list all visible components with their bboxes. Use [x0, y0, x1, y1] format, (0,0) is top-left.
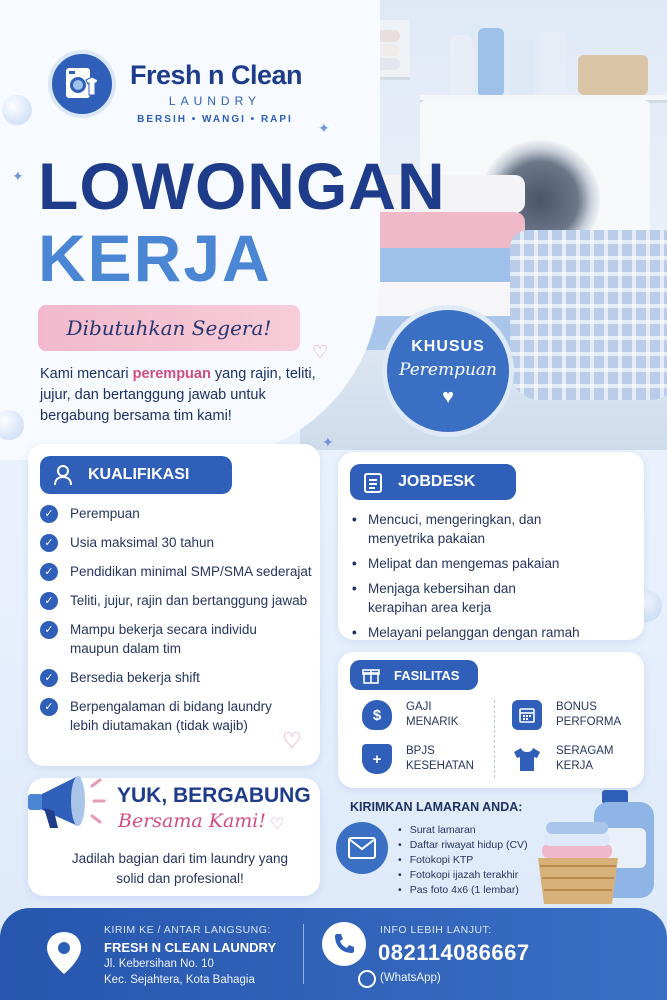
jobdesk-list	[352, 510, 622, 642]
brand-tagline: BERSIH • WANGI • RAPI	[137, 114, 293, 125]
footer	[0, 908, 667, 1000]
cta-subtitle: Bersama Kami!	[118, 810, 267, 832]
heart-outline-icon: ♡	[312, 342, 329, 362]
check-icon: ✓	[40, 698, 58, 716]
laundry-basket	[510, 230, 667, 400]
envelope-icon	[336, 822, 388, 874]
cta-body: Jadilah bagian dari tim laundry yang solid dan profesional!	[71, 851, 289, 886]
list-item: • Melayani pelanggan dengan ramah	[352, 625, 580, 640]
list-item: ✓ Pendidikan minimal SMP/SMA sederajat	[40, 562, 320, 581]
facilities-title: FASILITAS	[394, 667, 460, 683]
intro-text	[40, 364, 330, 427]
list-item: • Pas foto 4x6 (1 lembar)	[398, 883, 528, 898]
list-item: ✓ Bersedia bekerja shift	[40, 668, 320, 687]
wicker-basket	[578, 55, 648, 95]
sparkle-icon: ✦	[318, 120, 330, 136]
divider	[494, 700, 495, 778]
brand-name: Fresh n Clean	[130, 60, 303, 90]
info-label: INFO LEBIH LANJUT:	[380, 924, 492, 936]
folded-towel	[355, 248, 525, 282]
location-pin-icon	[44, 930, 84, 981]
address-line1: Jl. Kebersihan No. 10	[104, 958, 214, 970]
list-item: ✓ Berpengalaman di bidang laundry lebih diutamakan (tidak wajib)	[40, 697, 320, 735]
phone-icon	[322, 922, 366, 966]
send-label: KIRIM KE / ANTAR LANGSUNG:	[104, 924, 271, 936]
check-icon: ✓	[40, 669, 58, 687]
headline-line1: LOWONGAN	[38, 149, 446, 223]
headline-line2: KERJA	[38, 221, 272, 295]
whatsapp-icon	[358, 970, 376, 988]
check-icon: ✓	[40, 621, 58, 639]
jobdesk-title: JOBDESK	[398, 473, 476, 490]
list-item: • Fotokopi KTP	[398, 853, 528, 868]
health-shield-icon: +	[362, 744, 392, 774]
bubble-decoration	[2, 95, 32, 125]
brand-logo	[48, 50, 116, 118]
facilities-header	[350, 660, 478, 690]
intro-highlight: perempuan	[132, 366, 211, 382]
clipboard-icon	[360, 469, 386, 495]
shirt-icon	[512, 744, 542, 774]
money-bag-icon: $	[362, 700, 392, 730]
detergent-bottle	[450, 35, 472, 95]
list-item: • Surat lamaran	[398, 823, 528, 838]
women-only-badge	[382, 305, 514, 437]
list-item: • Fotokopi ijazah terakhir	[398, 868, 528, 883]
address-line2: Kec. Sejahtera, Kota Bahagia	[104, 974, 255, 986]
gift-icon	[360, 664, 382, 686]
sparkle-icon: ✦	[322, 434, 334, 450]
jobdesk-header	[350, 464, 516, 500]
megaphone-icon	[20, 768, 112, 843]
application-list	[398, 823, 528, 898]
list-item: • Menjaga kebersihan dan kerapihan area kerja	[352, 581, 516, 615]
list-item: • Melipat dan mengemas pakaian	[352, 556, 560, 571]
qualifications-title: KUALIFIKASI	[88, 466, 190, 483]
qualifications-list	[40, 504, 320, 735]
list-item: ✓ Perempuan	[40, 504, 320, 523]
cta-title: YUK, BERGABUNG	[117, 784, 311, 807]
heart-outline-icon: ♡	[270, 816, 285, 833]
facility-item: BONUS PERFORMA	[512, 700, 621, 730]
check-icon: ✓	[40, 534, 58, 552]
heart-icon: ♥	[442, 386, 454, 408]
facility-item: SERAGAM KERJA	[512, 744, 614, 774]
badge-line2: Perempuan	[399, 360, 497, 380]
detergent-basket-illustration	[536, 788, 666, 913]
divider	[303, 924, 304, 984]
check-icon: ✓	[40, 563, 58, 581]
detergent-bottle	[478, 28, 504, 95]
whatsapp-label: (WhatsApp)	[380, 972, 441, 984]
list-item: • Mencuci, mengeringkan, dan menyetrika pakaian	[352, 512, 542, 546]
detergent-bottle	[540, 32, 566, 95]
check-icon: ✓	[40, 505, 58, 523]
person-icon	[50, 462, 76, 488]
check-icon: ✓	[40, 592, 58, 610]
list-item: ✓ Usia maksimal 30 tahun	[40, 533, 320, 552]
badge-line1: KHUSUS	[411, 338, 485, 355]
urgent-banner: Dibutuhkan Segera!	[38, 305, 300, 351]
qualifications-header	[40, 456, 232, 494]
list-item: ✓ Mampu bekerja secara individu maupun dalam tim	[40, 620, 320, 658]
list-item: ✓ Teliti, jujur, rajin dan bertanggung jawab	[40, 591, 320, 610]
brand-subtitle: LAUNDRY	[168, 94, 262, 108]
phone-number[interactable]: 082114086667	[378, 940, 530, 965]
washing-machine-icon	[60, 62, 104, 106]
list-item: • Daftar riwayat hidup (CV)	[398, 838, 528, 853]
facility-item: $ GAJI MENARIK	[362, 700, 458, 730]
sparkle-icon: ✦	[12, 168, 24, 184]
facility-item: + BPJS KESEHATAN	[362, 744, 474, 774]
detergent-bottle	[510, 40, 534, 95]
heart-outline-icon: ♡	[282, 728, 302, 753]
intro-before: Kami mencari	[40, 366, 133, 382]
company-name: FRESH N CLEAN LAUNDRY	[104, 940, 277, 955]
calendar-icon	[512, 700, 542, 730]
application-title: KIRIMKAN LAMARAN ANDA:	[350, 800, 523, 814]
intro-after: yang rajin, teliti, jujur, dan bertanggung jawab untuk bergabung bersama tim kami!	[40, 366, 316, 424]
